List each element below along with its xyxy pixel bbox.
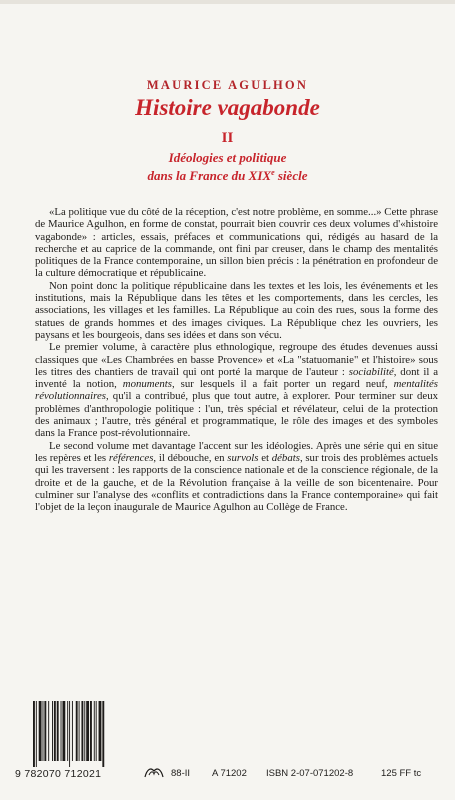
p4-italic-references: références — [108, 451, 154, 464]
price-label: 125 FF tc — [381, 768, 422, 779]
p3-italic-monuments: monuments — [122, 378, 172, 391]
subtitle-line-2-end: siècle — [274, 168, 308, 183]
subtitle-line-2 — [0, 165, 455, 183]
blurb-text — [35, 206, 438, 513]
p3-italic-sociabilite: sociabilité — [348, 365, 394, 378]
p4-text-d: , sur trois des problèmes actuels qui les traversent : les rapports de la conscience nationale et de la conscience régionale, de la droite et de la gauche, et de la Révolution française à la veille de son bicentenaire. Pour culminer sur l'analyse des «conflits et contradictions dans la France contemporaine» qui fait l'objet de la leçon inaugurale de Maurice Agulhon au Collège de France. — [35, 451, 438, 514]
p4-italic-survols: survols — [227, 451, 259, 464]
book-title: Histoire vagabonde — [135, 95, 320, 120]
paragraph-3 — [35, 341, 438, 439]
code-a71202: A 71202 — [212, 768, 247, 779]
p4-italic-debats: débats — [271, 451, 300, 464]
volume-number: II — [221, 130, 234, 146]
barcode-number: 9 782070 712021 — [15, 768, 102, 780]
p4-text-a: Le second volume met davantage l'accent sur les idéologies. Après une série qui en situe les repères et les — [35, 439, 438, 464]
paragraph-4 — [35, 440, 438, 514]
subtitle-superscript: e — [271, 168, 275, 177]
subtitle-line-1: Idéologies et politique — [168, 150, 287, 165]
p3-text-b: , dont il a inventé la notion, — [35, 365, 438, 391]
paragraph-1: «La politique vue du côté de la réception, c'est notre problème, en somme...» Cette phrase de Maurice Agulhon, en forme de constat, pourrait bien couvrir ces deux volumes d'«histoire vagabonde» : articles, essais, préfaces et communications qui, rédigés au hasard de la recherche et au caprice de la commande, ont fini par creuser, dans le champ des mentalités politiques de la France contemporaine, un sillon bien précis : la pénétration en profondeur de la culture démocratique et républicaine. — [35, 206, 438, 280]
book-subtitle — [0, 150, 455, 183]
p3-text-d: , qu'il a contribué, plus que tout autre, à explorer. Pour terminer sur deux problèmes d'anthropologie politique : l'un, très spécial et révélateur, celui de la protection des animaux ; l'autre, très général et programmatique, le rôle des images et des symboles dans la France post-révolutionnaire. — [35, 390, 438, 440]
subtitle-line-2-text: dans la France du XIX — [147, 168, 272, 183]
p4-text-c: et — [258, 451, 272, 464]
paragraph-2: Non point donc la politique républicaine dans les textes et les lois, les événements et les institutions, mais la République dans les têtes et les comportements, dans les cercles, les associations, les villages et les familles. La République au coin des rues, sous la forme des statues de grands hommes et des images civiques. La République chez les ouvriers, les paysans et les bourgeois, dans ses idées et dans son vécu. — [35, 279, 438, 341]
p3-text-c: , sur lesquels il a fait porter un regard neuf, — [171, 378, 394, 391]
p4-text-b: , il débouche, en — [153, 451, 228, 464]
publisher-logo-icon — [143, 765, 165, 779]
barcode-icon — [27, 701, 133, 775]
code-88-ii: 88-II — [171, 768, 191, 779]
top-edge — [0, 0, 455, 4]
p3-italic-mentalites: mentalités révolutionnaires — [35, 378, 438, 403]
author-name: MAURICE AGULHON — [146, 78, 309, 92]
p3-text-a: Le premier volume, à caractère plus ethnologique, regroupe des études devenues aussi classiques que «Les Chambrées en basse Provence» et «La "statuomanie" et l'histoire» sous les titres des chantiers de travail qui ont porté la marque de l'auteur : — [35, 341, 438, 378]
isbn-label: ISBN 2-07-071202-8 — [266, 768, 354, 779]
